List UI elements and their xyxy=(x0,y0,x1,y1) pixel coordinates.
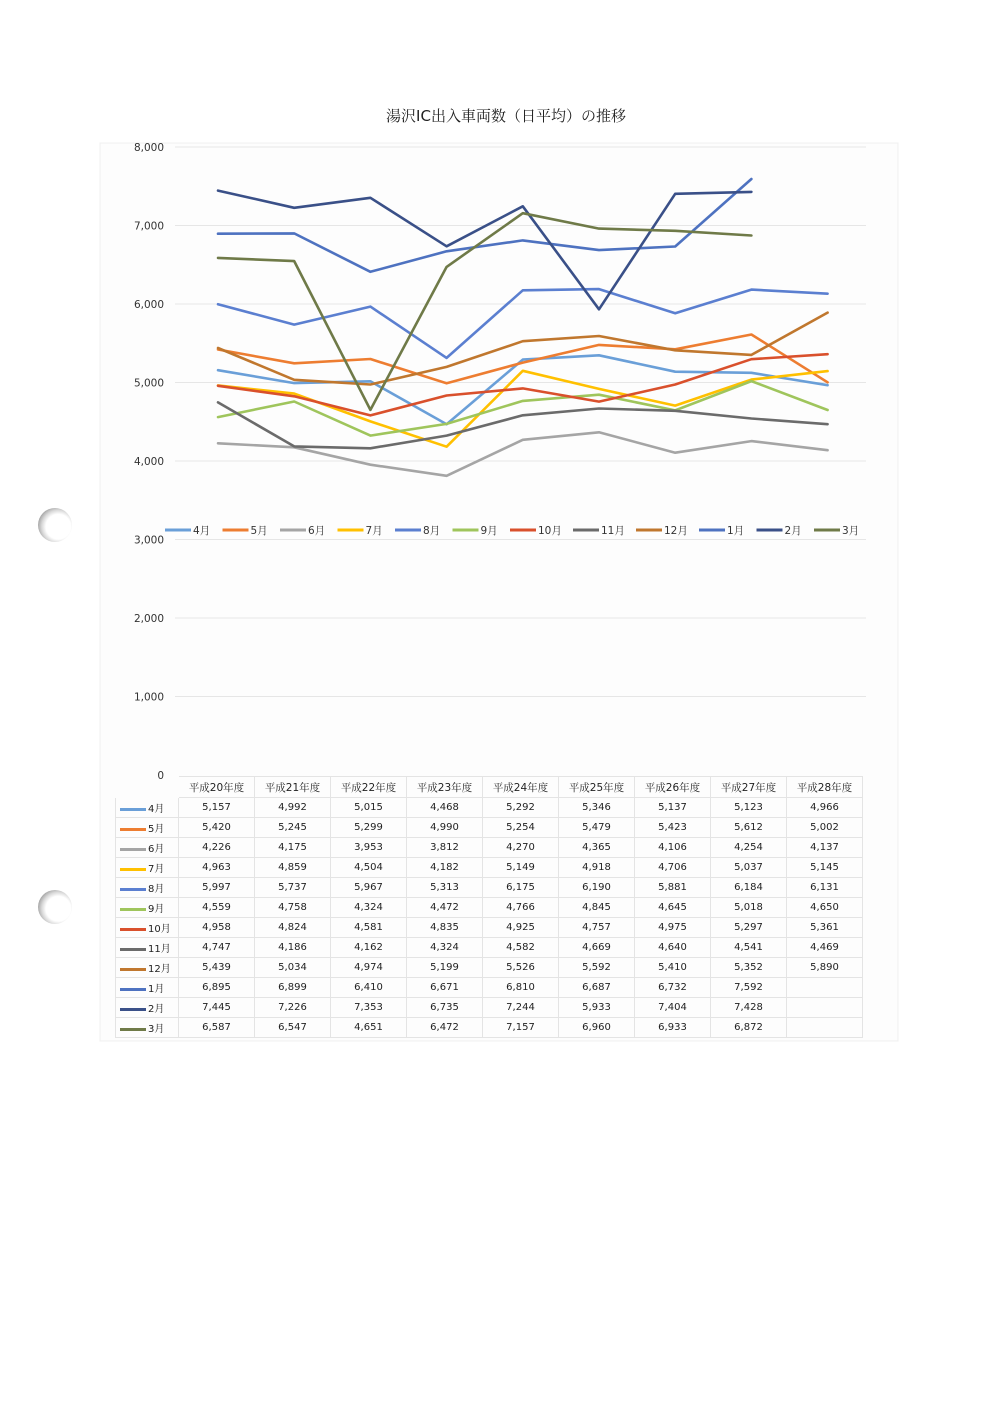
legend-label: 6月 xyxy=(308,525,326,537)
table-cell: 4,758 xyxy=(255,898,331,918)
table-row-label xyxy=(116,878,179,898)
table-cell: 4,472 xyxy=(407,898,483,918)
table-row xyxy=(116,798,863,818)
y-tick-label: 1,000 xyxy=(133,691,164,704)
table-cell: 5,352 xyxy=(711,958,787,978)
legend-label: 12月 xyxy=(664,525,688,537)
table-cell: 4,918 xyxy=(559,858,635,878)
table-cell: 7,445 xyxy=(179,998,255,1018)
table-column-header: 平成27年度 xyxy=(711,777,787,798)
table-column-header: 平成20年度 xyxy=(179,777,255,798)
table-row xyxy=(116,838,863,858)
table-cell: 4,766 xyxy=(483,898,559,918)
table-series-name: 3月 xyxy=(148,1024,165,1035)
table-cell: 7,226 xyxy=(255,998,331,1018)
table-legend-swatch xyxy=(120,808,146,811)
table-series-name: 10月 xyxy=(148,924,171,935)
table-cell: 5,297 xyxy=(711,918,787,938)
table-row xyxy=(116,878,863,898)
table-cell: 4,845 xyxy=(559,898,635,918)
table-cell: 6,587 xyxy=(179,1018,255,1038)
y-tick-label: 5,000 xyxy=(133,377,164,390)
table-cell: 6,687 xyxy=(559,978,635,998)
table-cell: 5,002 xyxy=(787,818,863,838)
table-column-header: 平成26年度 xyxy=(635,777,711,798)
table-cell: 4,175 xyxy=(255,838,331,858)
table-series-name: 5月 xyxy=(148,824,165,835)
table-cell: 5,018 xyxy=(711,898,787,918)
table-cell: 4,582 xyxy=(483,938,559,958)
table-cell: 6,175 xyxy=(483,878,559,898)
table-cell: 5,149 xyxy=(483,858,559,878)
table-series-name: 6月 xyxy=(148,844,165,855)
table-cell: 5,299 xyxy=(331,818,407,838)
legend-label: 8月 xyxy=(423,525,441,537)
y-tick-label: 3,000 xyxy=(133,534,164,547)
table-cell: 5,737 xyxy=(255,878,331,898)
y-tick-label: 2,000 xyxy=(133,613,164,625)
table-cell: 5,439 xyxy=(179,958,255,978)
table-cell: 6,810 xyxy=(483,978,559,998)
table-cell: 4,859 xyxy=(255,858,331,878)
table-cell: 5,157 xyxy=(179,798,255,818)
table-cell: 4,137 xyxy=(787,838,863,858)
table-cell: 5,420 xyxy=(179,818,255,838)
table-cell: 5,881 xyxy=(635,878,711,898)
table-cell: 4,226 xyxy=(179,838,255,858)
table-cell: 4,469 xyxy=(787,938,863,958)
table-cell: 5,199 xyxy=(407,958,483,978)
table-cell: 5,254 xyxy=(483,818,559,838)
table-series-name: 2月 xyxy=(148,1004,165,1015)
data-table xyxy=(115,776,863,1038)
table-row xyxy=(116,858,863,878)
table-cell: 4,963 xyxy=(179,858,255,878)
table-cell: 6,671 xyxy=(407,978,483,998)
table-cell: 5,292 xyxy=(483,798,559,818)
table-row-label xyxy=(116,818,179,838)
table-series-name: 4月 xyxy=(148,804,165,815)
table-cell: 6,732 xyxy=(635,978,711,998)
chart-title: 湯沢IC出入車両数（日平均）の推移 xyxy=(386,107,626,125)
table-row-label xyxy=(116,978,179,998)
legend-label: 7月 xyxy=(365,525,383,537)
table-cell: 5,526 xyxy=(483,958,559,978)
table-cell: 4,992 xyxy=(255,798,331,818)
table-cell xyxy=(787,1018,863,1038)
table-cell: 4,324 xyxy=(331,898,407,918)
table-cell xyxy=(787,978,863,998)
table-legend-swatch xyxy=(120,908,146,911)
table-cell: 3,812 xyxy=(407,838,483,858)
table-legend-swatch xyxy=(120,948,146,951)
table-cell: 7,353 xyxy=(331,998,407,1018)
table-legend-swatch xyxy=(120,988,146,991)
table-cell: 6,184 xyxy=(711,878,787,898)
table-cell: 5,346 xyxy=(559,798,635,818)
table-cell: 4,747 xyxy=(179,938,255,958)
table-cell xyxy=(787,998,863,1018)
table-cell: 5,997 xyxy=(179,878,255,898)
table-cell: 4,757 xyxy=(559,918,635,938)
table-row-label xyxy=(116,918,179,938)
y-tick-label: 8,000 xyxy=(133,142,164,154)
table-corner-cell xyxy=(116,777,179,798)
table-column-header: 平成25年度 xyxy=(559,777,635,798)
table-cell: 5,361 xyxy=(787,918,863,938)
table-column-header: 平成22年度 xyxy=(331,777,407,798)
table-cell: 7,244 xyxy=(483,998,559,1018)
table-legend-swatch xyxy=(120,928,146,931)
table-column-header: 平成23年度 xyxy=(407,777,483,798)
table-legend-swatch xyxy=(120,828,146,831)
table-column-header: 平成21年度 xyxy=(255,777,331,798)
table-cell: 4,966 xyxy=(787,798,863,818)
table-cell: 4,581 xyxy=(331,918,407,938)
table-cell: 4,162 xyxy=(331,938,407,958)
table-cell: 6,872 xyxy=(711,1018,787,1038)
table-cell: 4,669 xyxy=(559,938,635,958)
legend-label: 3月 xyxy=(842,525,860,537)
table-row-label xyxy=(116,938,179,958)
legend-label: 1月 xyxy=(727,525,745,537)
table-row-label xyxy=(116,998,179,1018)
table-cell: 4,990 xyxy=(407,818,483,838)
table-cell: 4,106 xyxy=(635,838,711,858)
table-cell: 4,824 xyxy=(255,918,331,938)
table-legend-swatch xyxy=(120,868,146,871)
table-cell: 6,895 xyxy=(179,978,255,998)
table-cell: 4,254 xyxy=(711,838,787,858)
table-cell: 5,967 xyxy=(331,878,407,898)
table-column-header: 平成24年度 xyxy=(483,777,559,798)
table-cell: 5,034 xyxy=(255,958,331,978)
table-cell: 3,953 xyxy=(331,838,407,858)
table-cell: 7,157 xyxy=(483,1018,559,1038)
table-cell: 4,270 xyxy=(483,838,559,858)
table-cell: 5,123 xyxy=(711,798,787,818)
y-tick-label: 7,000 xyxy=(133,220,164,233)
table-body xyxy=(116,798,863,1038)
table-column-header: 平成28年度 xyxy=(787,777,863,798)
table-cell: 4,975 xyxy=(635,918,711,938)
table-cell: 6,547 xyxy=(255,1018,331,1038)
table-cell: 6,960 xyxy=(559,1018,635,1038)
table-cell: 4,958 xyxy=(179,918,255,938)
y-tick-label: 0 xyxy=(157,770,164,782)
table-cell: 6,131 xyxy=(787,878,863,898)
y-tick-label: 6,000 xyxy=(133,299,164,311)
table-cell: 4,504 xyxy=(331,858,407,878)
legend-label: 9月 xyxy=(480,525,498,537)
table-cell: 4,186 xyxy=(255,938,331,958)
legend-label: 2月 xyxy=(784,525,802,537)
table-cell: 4,182 xyxy=(407,858,483,878)
table-cell: 4,324 xyxy=(407,938,483,958)
table-row-label xyxy=(116,898,179,918)
legend-label: 11月 xyxy=(601,525,625,537)
table-cell: 5,423 xyxy=(635,818,711,838)
punch-hole-top xyxy=(38,508,72,542)
table-cell: 5,933 xyxy=(559,998,635,1018)
table-cell: 5,410 xyxy=(635,958,711,978)
table-cell: 5,145 xyxy=(787,858,863,878)
table-row-label xyxy=(116,1018,179,1038)
table-row xyxy=(116,898,863,918)
table-legend-swatch xyxy=(120,968,146,971)
table-cell: 4,559 xyxy=(179,898,255,918)
table-series-name: 12月 xyxy=(148,964,171,975)
table-cell: 4,468 xyxy=(407,798,483,818)
table-cell: 4,974 xyxy=(331,958,407,978)
table-cell: 4,541 xyxy=(711,938,787,958)
table-cell: 7,404 xyxy=(635,998,711,1018)
table-cell: 4,835 xyxy=(407,918,483,938)
y-tick-label: 4,000 xyxy=(133,456,164,468)
table-row xyxy=(116,818,863,838)
table-cell: 4,640 xyxy=(635,938,711,958)
table-series-name: 8月 xyxy=(148,884,165,895)
table-row-label xyxy=(116,958,179,978)
legend-label: 10月 xyxy=(538,525,562,537)
table-series-name: 1月 xyxy=(148,984,165,995)
table-cell: 5,612 xyxy=(711,818,787,838)
table-cell: 4,925 xyxy=(483,918,559,938)
table-row xyxy=(116,938,863,958)
table-cell: 5,015 xyxy=(331,798,407,818)
table-legend-swatch xyxy=(120,848,146,851)
table-legend-swatch xyxy=(120,888,146,891)
table-legend-swatch xyxy=(120,1028,146,1031)
table-row xyxy=(116,1018,863,1038)
table-row xyxy=(116,918,863,938)
table-row-label xyxy=(116,798,179,818)
table-cell: 6,472 xyxy=(407,1018,483,1038)
table-row-label xyxy=(116,858,179,878)
table-cell: 7,592 xyxy=(711,978,787,998)
table-series-name: 9月 xyxy=(148,904,165,915)
table-cell: 5,890 xyxy=(787,958,863,978)
table-row xyxy=(116,978,863,998)
table-cell: 6,735 xyxy=(407,998,483,1018)
table-cell: 6,899 xyxy=(255,978,331,998)
table-cell: 5,592 xyxy=(559,958,635,978)
table-cell: 7,428 xyxy=(711,998,787,1018)
table-row xyxy=(116,998,863,1018)
table-cell: 5,037 xyxy=(711,858,787,878)
table-header-row xyxy=(116,777,863,798)
table-row xyxy=(116,958,863,978)
table-cell: 5,479 xyxy=(559,818,635,838)
table-legend-swatch xyxy=(120,1008,146,1011)
table-cell: 4,650 xyxy=(787,898,863,918)
table-cell: 4,706 xyxy=(635,858,711,878)
table-cell: 6,410 xyxy=(331,978,407,998)
table-cell: 5,137 xyxy=(635,798,711,818)
table-cell: 4,365 xyxy=(559,838,635,858)
legend-label: 5月 xyxy=(250,525,268,537)
table-cell: 6,190 xyxy=(559,878,635,898)
punch-hole-bottom xyxy=(38,890,72,924)
table-cell: 5,245 xyxy=(255,818,331,838)
table-cell: 5,313 xyxy=(407,878,483,898)
legend-label: 4月 xyxy=(193,525,211,537)
table-series-name: 7月 xyxy=(148,864,165,875)
table-cell: 4,645 xyxy=(635,898,711,918)
table-cell: 6,933 xyxy=(635,1018,711,1038)
table-row-label xyxy=(116,838,179,858)
table-cell: 4,651 xyxy=(331,1018,407,1038)
table-series-name: 11月 xyxy=(148,944,171,955)
